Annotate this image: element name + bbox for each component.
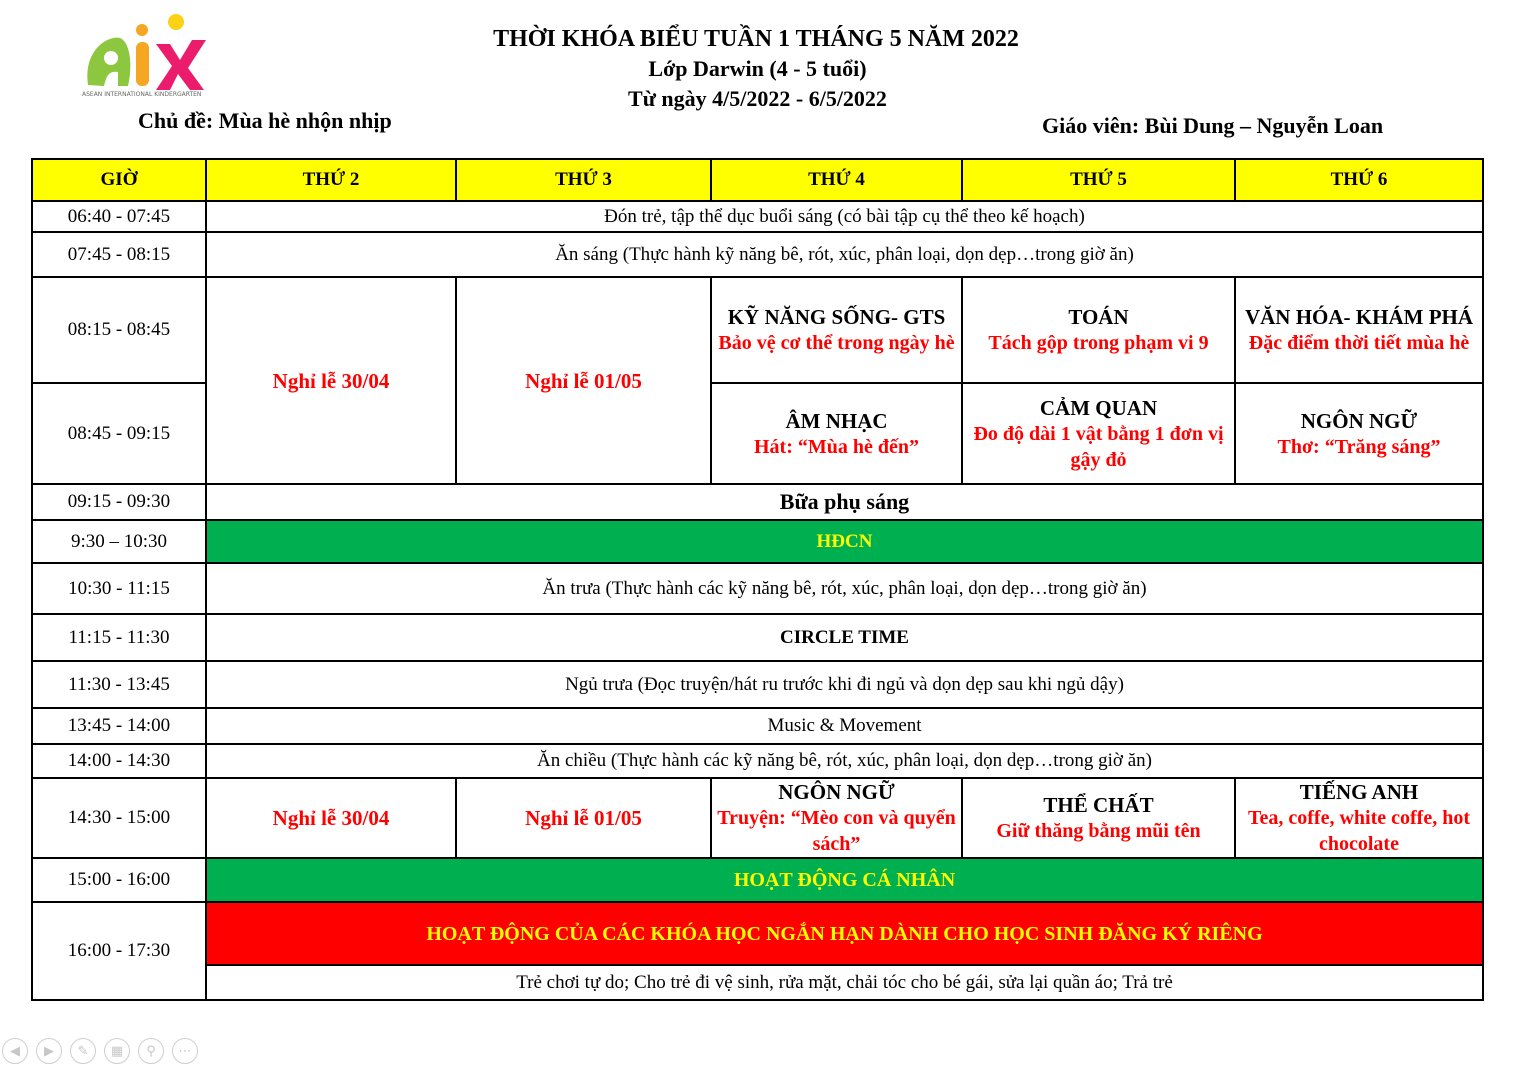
more-icon[interactable]: ⋯ [172, 1038, 198, 1064]
activity-cell: HOẠT ĐỘNG CỦA CÁC KHÓA HỌC NGẮN HẠN DÀNH CHO HỌC SINH ĐĂNG KÝ RIÊNG [206, 902, 1483, 965]
lesson-topic: Đặc điểm thời tiết mùa hè [1248, 332, 1470, 354]
time-cell: 06:40 - 07:45 [32, 201, 206, 232]
time-cell: 15:00 - 16:00 [32, 858, 206, 902]
time-cell: 9:30 – 10:30 [32, 520, 206, 563]
time-cell: 16:00 - 17:30 [32, 902, 206, 1000]
activity-cell: Trẻ chơi tự do; Cho trẻ đi vệ sinh, rửa mặt, chải tóc cho bé gái, sửa lại quần áo; Trả trẻ [206, 965, 1483, 1000]
logo-caption: ASEAN INTERNATIONAL KINDERGARTEN [82, 91, 202, 98]
table-row [32, 661, 1483, 708]
activity-cell: Ngủ trưa (Đọc truyện/hát ru trước khi đi ngủ và dọn dẹp sau khi ngủ dậy) [206, 661, 1483, 708]
theme-label: Chủ đề: Mùa hè nhộn nhịp [138, 108, 392, 133]
activity-cell: Ăn chiều (Thực hành các kỹ năng bê, rót, xúc, phân loại, dọn dẹp…trong giờ ăn) [206, 744, 1483, 778]
class-name: Lớp Darwin (4 - 5 tuổi) [648, 56, 867, 81]
time-cell: 14:00 - 14:30 [32, 744, 206, 778]
lesson-cell [711, 778, 962, 858]
table-row [32, 902, 1483, 965]
holiday-cell: Nghỉ lễ 30/04 [206, 277, 456, 484]
table-row [32, 563, 1483, 614]
slides-icon[interactable]: ▦ [104, 1038, 130, 1064]
lesson-topic: Giữ thăng bằng mũi tên [996, 820, 1201, 842]
table-header-row [32, 159, 1483, 201]
lesson-topic: Hát: “Mùa hè đến” [754, 435, 919, 458]
activity-cell: Bữa phụ sáng [206, 484, 1483, 520]
lesson-cell [962, 778, 1235, 858]
slideshow-toolbar [0, 1038, 198, 1068]
header-time: GIỜ [32, 159, 206, 201]
table-row [32, 614, 1483, 661]
activity-cell: Ăn sáng (Thực hành kỹ năng bê, rót, xúc, phân loại, dọn dẹp…trong giờ ăn) [206, 232, 1483, 277]
time-cell: 11:30 - 13:45 [32, 661, 206, 708]
teacher-label: Giáo viên: Bùi Dung – Nguyễn Loan [1042, 113, 1384, 138]
lesson-topic: Thơ: “Trăng sáng” [1277, 435, 1441, 458]
table-row [32, 778, 1483, 858]
holiday-cell: Nghỉ lễ 01/05 [456, 277, 711, 484]
table-row [32, 708, 1483, 744]
lesson-cell [711, 277, 962, 383]
lesson-subject: NGÔN NGỮ [1300, 408, 1418, 433]
table-row [32, 520, 1483, 563]
time-cell: 09:15 - 09:30 [32, 484, 206, 520]
date-range: Từ ngày 4/5/2022 - 6/5/2022 [628, 86, 887, 111]
time-cell: 14:30 - 15:00 [32, 778, 206, 858]
table-row [32, 484, 1483, 520]
lesson-subject: TIẾNG ANH [1299, 780, 1419, 804]
lesson-subject: KỸ NĂNG SỐNG- GTS [727, 305, 946, 329]
lesson-cell [1235, 383, 1483, 484]
lesson-cell [711, 383, 962, 484]
activity-cell: Đón trẻ, tập thể dục buổi sáng (có bài tập cụ thể theo kế hoạch) [206, 201, 1483, 232]
table-row [32, 744, 1483, 778]
lesson-topic: Tea, coffe, white coffe, hot chocolate [1248, 807, 1470, 855]
lesson-topic: Truyện: “Mèo con và quyển sách” [717, 807, 956, 855]
zoom-icon[interactable]: ⚲ [138, 1038, 164, 1064]
lesson-subject: CẢM QUAN [1039, 395, 1158, 420]
time-cell: 07:45 - 08:15 [32, 232, 206, 277]
time-cell: 08:15 - 08:45 [32, 277, 206, 383]
table-row [32, 965, 1483, 1000]
lesson-topic: Bảo vệ cơ thể trong ngày hè [718, 332, 955, 354]
table-row [32, 277, 1483, 383]
activity-cell: Ăn trưa (Thực hành các kỹ năng bê, rót, xúc, phân loại, dọn dẹp…trong giờ ăn) [206, 563, 1483, 614]
activity-cell: HOẠT ĐỘNG CÁ NHÂN [206, 858, 1483, 902]
time-cell: 08:45 - 09:15 [32, 383, 206, 484]
next-icon[interactable]: ▶ [36, 1038, 62, 1064]
table-row [32, 858, 1483, 902]
time-cell: 11:15 - 11:30 [32, 614, 206, 661]
table-row [32, 201, 1483, 232]
lesson-cell [1235, 277, 1483, 383]
lesson-cell [962, 383, 1235, 484]
page-title: THỜI KHÓA BIỂU TUẦN 1 THÁNG 5 NĂM 2022 [493, 26, 1019, 52]
activity-cell: CIRCLE TIME [206, 614, 1483, 661]
header-thu: THỨ 5 [962, 159, 1235, 201]
lesson-topic: Tách gộp trong phạm vi 9 [988, 332, 1209, 354]
lesson-subject: VĂN HÓA- KHÁM PHÁ [1244, 305, 1474, 329]
prev-icon[interactable]: ◀ [2, 1038, 28, 1064]
timetable [31, 158, 1484, 1001]
table-row [32, 232, 1483, 277]
header-tue: THỨ 3 [456, 159, 711, 201]
header-fri: THỨ 6 [1235, 159, 1483, 201]
header-mon: THỨ 2 [206, 159, 456, 201]
lesson-subject: NGÔN NGỮ [778, 780, 895, 804]
lesson-cell [1235, 778, 1483, 858]
time-cell: 13:45 - 14:00 [32, 708, 206, 744]
lesson-topic: Đo độ dài 1 vật bằng 1 đơn vị gậy đỏ [973, 422, 1224, 471]
activity-cell: Music & Movement [206, 708, 1483, 744]
lesson-subject: ÂM NHẠC [785, 408, 888, 433]
holiday-cell: Nghỉ lễ 30/04 [206, 778, 456, 858]
pen-icon[interactable]: ✎ [70, 1038, 96, 1064]
lesson-subject: THỂ CHẤT [1043, 793, 1154, 817]
holiday-cell: Nghỉ lễ 01/05 [456, 778, 711, 858]
activity-cell: HĐCN [206, 520, 1483, 563]
lesson-subject: TOÁN [1068, 305, 1129, 329]
time-cell: 10:30 - 11:15 [32, 563, 206, 614]
header-wed: THỨ 4 [711, 159, 962, 201]
lesson-cell [962, 277, 1235, 383]
